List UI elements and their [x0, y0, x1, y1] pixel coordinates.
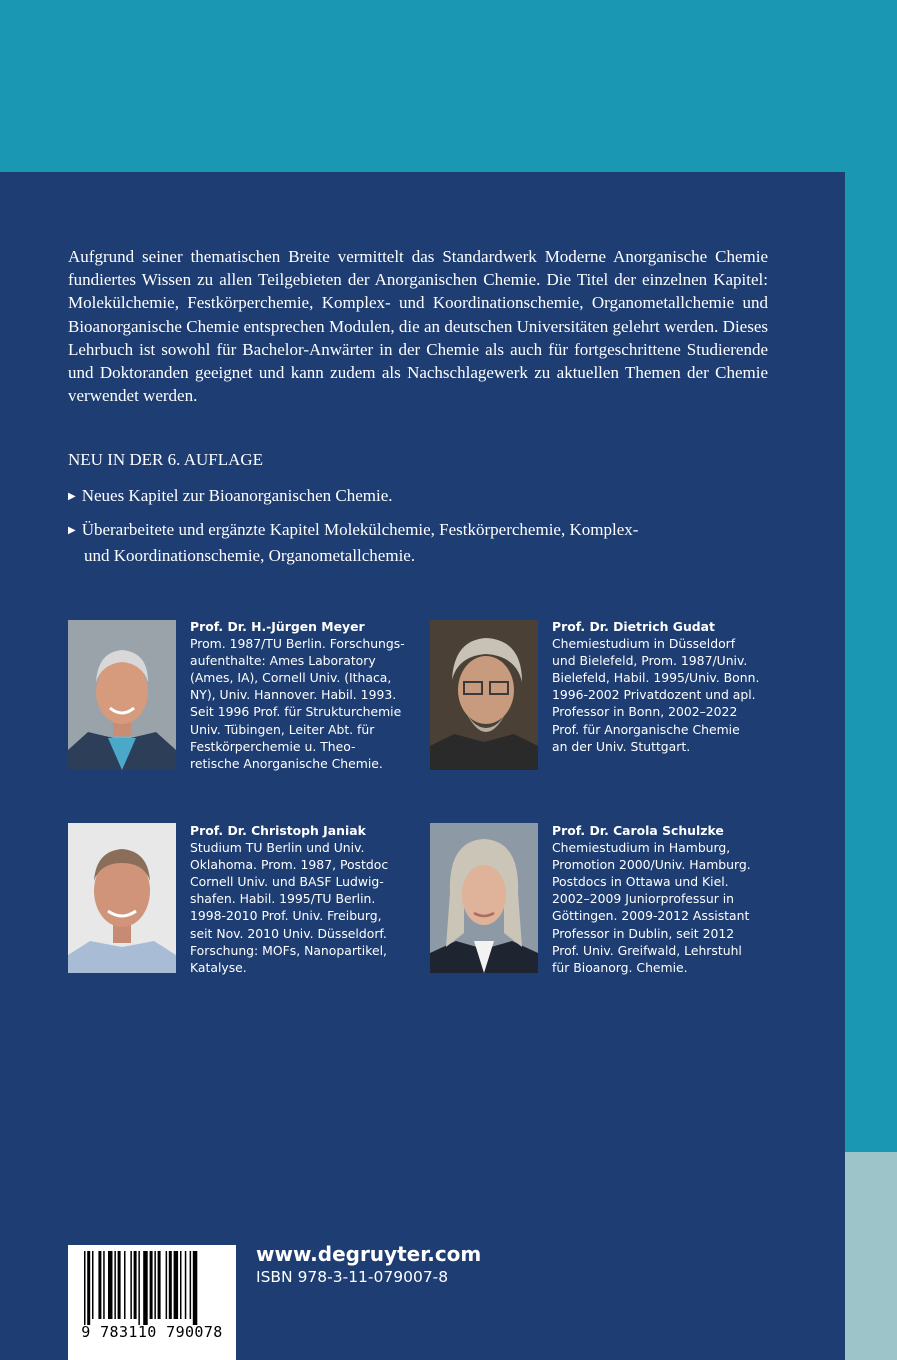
- barcode-bar: [124, 1251, 126, 1319]
- new-edition-heading: NEU IN DER 6. AUFLAGE: [68, 450, 264, 469]
- bio-line: Professor in Dublin, seit 2012: [552, 925, 735, 941]
- new-edition-bullet: [68, 518, 768, 567]
- author-name: Prof. Dr. Christoph Janiak: [190, 823, 366, 838]
- barcode-bar: [169, 1251, 172, 1319]
- bio-line: seit Nov. 2010 Univ. Düsseldorf.: [190, 925, 387, 941]
- bio-line: Chemiestudium in Düsseldorf: [552, 636, 736, 652]
- bio-line: Prom. 1987/TU Berlin. Forschungs-: [190, 636, 405, 652]
- bullet-triangle-icon: ▶: [68, 491, 76, 502]
- bio-line: Seit 1996 Prof. für Strukturchemie: [190, 704, 402, 720]
- bio-line: Professor in Bonn, 2002–2022: [552, 704, 738, 720]
- barcode-bar: [98, 1251, 101, 1319]
- author-photo-gudat: [430, 620, 538, 770]
- barcode-bar: [92, 1251, 94, 1319]
- author-photo-meyer: [68, 620, 176, 770]
- bio-line: Bielefeld, Habil. 1995/Univ. Bonn.: [552, 670, 760, 686]
- bio-line: Cornell Univ. und BASF Ludwig-: [190, 874, 384, 890]
- bio-line: Forschung: MOFs, Nanopartikel,: [190, 942, 387, 958]
- barcode-bar: [138, 1251, 140, 1325]
- barcode-bar: [154, 1251, 156, 1319]
- author-bio-janiak: [190, 822, 388, 976]
- bio-line: shafen. Habil. 1995/TU Berlin.: [190, 891, 376, 907]
- bio-line: Prof. für Anorganische Chemie: [552, 721, 740, 737]
- isbn-barcode: [68, 1245, 236, 1360]
- bio-line: 2002–2009 Juniorprofessur in: [552, 891, 735, 907]
- bio-line: Studium TU Berlin und Univ.: [190, 840, 365, 856]
- barcode-bar: [103, 1251, 105, 1319]
- author-name: Prof. Dr. Carola Schulzke: [552, 823, 724, 838]
- barcode-bars: [68, 1245, 236, 1325]
- barcode-bar: [166, 1251, 168, 1319]
- barcode-bar: [84, 1251, 86, 1325]
- barcode-bar: [158, 1251, 161, 1319]
- bio-line: für Bioanorg. Chemie.: [552, 959, 688, 975]
- bio-line: Göttingen. 2009-2012 Assistant: [552, 908, 750, 924]
- bio-line: retische Anorganische Chemie.: [190, 755, 383, 771]
- bullet-text: Überarbeitete und ergänzte Kapitel Molekülchemie, Festkörperchemie, Komplex-: [81, 520, 639, 539]
- bio-line: aufenthalte: Ames Laboratory: [190, 653, 376, 669]
- bio-line: NY), Univ. Hannover. Habil. 1993.: [190, 687, 397, 703]
- bio-line: 1996-2002 Privatdozent und apl.: [552, 687, 756, 703]
- author-bio-meyer: [190, 618, 405, 772]
- barcode-bar: [174, 1251, 179, 1319]
- barcode-bar: [108, 1251, 113, 1319]
- bullet-triangle-icon: ▶: [68, 525, 76, 536]
- bullet-text: Neues Kapitel zur Bioanorganischen Chemie.: [81, 486, 393, 505]
- author-name: Prof. Dr. Dietrich Gudat: [552, 619, 715, 634]
- barcode-bar: [193, 1251, 198, 1325]
- barcode-bar: [190, 1251, 192, 1319]
- isbn-number: ISBN 978-3-11-079007-8: [256, 1268, 449, 1286]
- author-name: Prof. Dr. H.-Jürgen Meyer: [190, 619, 365, 634]
- author-photo-janiak: [68, 823, 176, 973]
- barcode-bar: [130, 1251, 132, 1319]
- bio-line: Univ. Tübingen, Leiter Abt. für: [190, 721, 375, 737]
- barcode-digits: 9 783110 790078: [81, 1323, 223, 1341]
- author-bio-schulzke: [552, 822, 751, 976]
- bio-line: Chemiestudium in Hamburg,: [552, 840, 731, 856]
- new-edition-bullet: [68, 484, 768, 510]
- barcode-bar: [185, 1251, 187, 1319]
- bio-line: Katalyse.: [190, 959, 247, 975]
- bullet-text-continued: und Koordinationschemie, Organometallchemie.: [84, 546, 416, 565]
- publisher-url[interactable]: www.degruyter.com: [256, 1242, 482, 1266]
- author-bio-gudat: [552, 618, 759, 755]
- bio-line: Oklahoma. Prom. 1987, Postdoc: [190, 857, 389, 873]
- barcode-bar: [143, 1251, 148, 1325]
- author-photo-schulzke: [430, 823, 538, 973]
- barcode-bar: [150, 1251, 153, 1319]
- book-description: Aufgrund seiner thematischen Breite vermittelt das Standardwerk Moderne Anorganische Chemie fundiertes Wissen zu allen Teilgebieten der Anorganischen Chemie. Die Titel der einzelnen Kapitel: Molekülchemie, Festkörperchemie, Komplex- und Koordinationschemie, Organometallchemie und Bioanorganische Chemie entsprechen Modulen, die an deutschen Universitäten gelehrt werden. Dieses Lehrbuch ist sowohl für Bachelor-Anwärter in der Chemie als auch für fortgeschrittene Studierende und Doktoranden geeignet und kann zudem als Nachschlagewerk zu aktuellen Themen der Chemie verwendet werden.: [68, 247, 768, 406]
- barcode-bar: [87, 1251, 90, 1325]
- barcode-bar: [114, 1251, 116, 1319]
- bio-line: 1998-2010 Prof. Univ. Freiburg,: [190, 908, 382, 924]
- teal-accent-block: [845, 1152, 897, 1360]
- barcode-bar: [180, 1251, 182, 1319]
- bio-line: an der Univ. Stuttgart.: [552, 738, 691, 754]
- barcode-bar: [134, 1251, 137, 1319]
- bio-line: Prof. Univ. Greifwald, Lehrstuhl: [552, 942, 742, 958]
- bio-line: Postdocs in Ottawa und Kiel.: [552, 874, 729, 890]
- bio-line: Promotion 2000/Univ. Hamburg.: [552, 857, 751, 873]
- bio-line: und Bielefeld, Prom. 1987/Univ.: [552, 653, 748, 669]
- barcode-bar: [118, 1251, 121, 1319]
- bio-line: Festkörperchemie u. Theo-: [190, 738, 356, 754]
- bio-line: (Ames, IA), Cornell Univ. (Ithaca,: [190, 670, 392, 686]
